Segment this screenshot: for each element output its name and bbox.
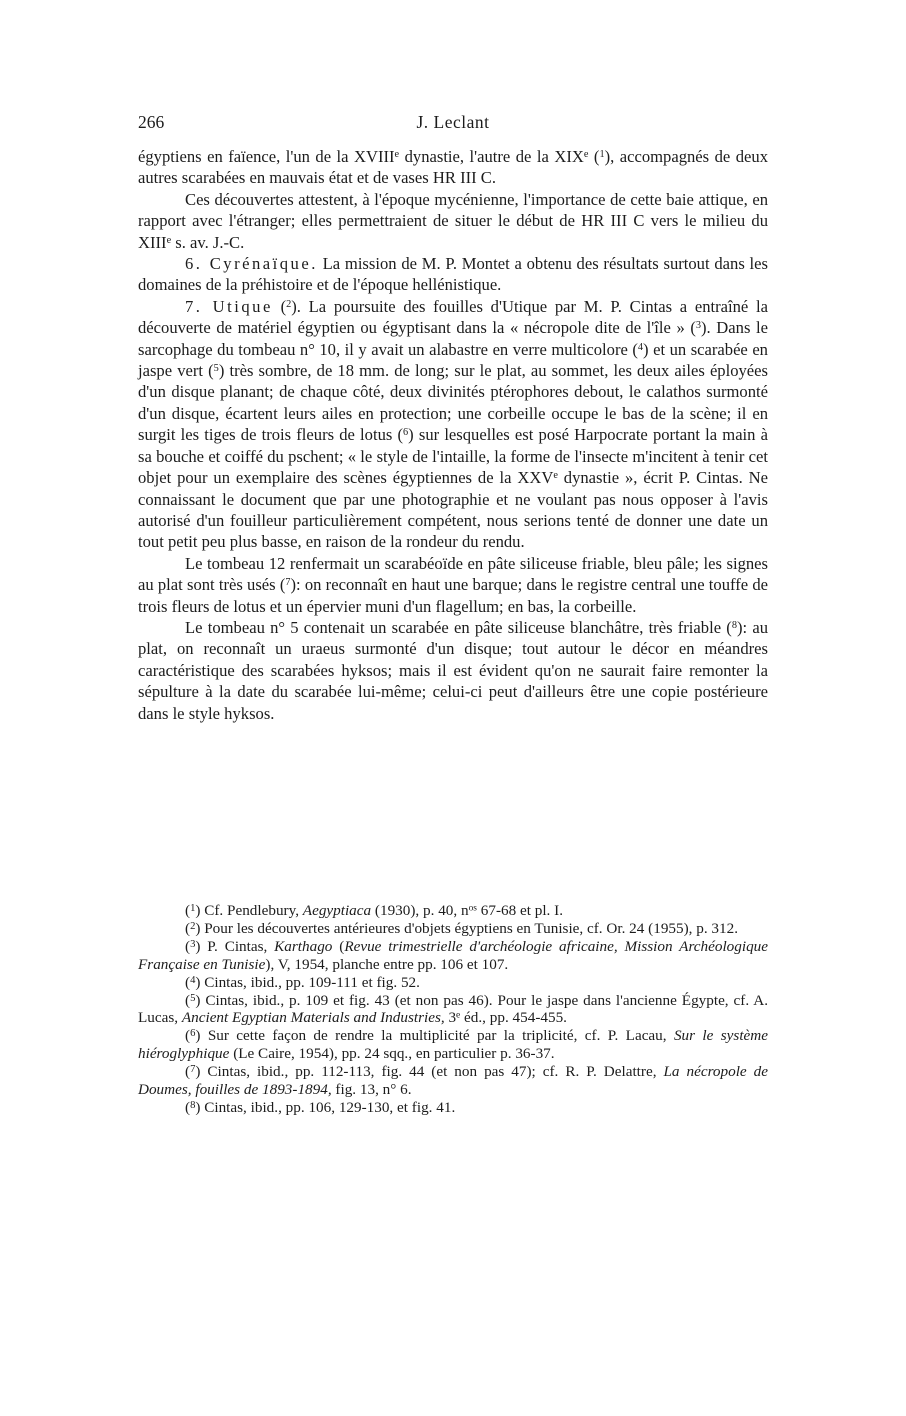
footnote-ref: 4 (637, 341, 644, 353)
footnote-number: 4 (190, 974, 196, 986)
paragraph-2 (138, 189, 768, 253)
paragraph-3 (138, 253, 768, 296)
text: Cintas, ibid., pp. 109-111 et fig. 52. (200, 973, 420, 991)
text: ), V, 1954, planche entre pp. 106 et 107. (265, 955, 509, 973)
text: égyptiens en faïence, l'un de la XVIII (138, 147, 395, 166)
text: s. av. J.-C. (171, 232, 245, 252)
text: Ces découvertes attestent, à l'époque mycénienne, l'importance de cette baie attique, en rapport avec l'étranger; elles permettraient de situer le début de HR III C vers le milieu du XIII (138, 189, 768, 252)
text: Pour les découvertes antérieures d'objets égyptiens en Tunisie, cf. Or. 24 (1955), p. 312. (200, 919, 739, 937)
text: Cf. Pendlebury, (200, 902, 303, 919)
running-head-author: J. Leclant (416, 112, 490, 132)
text: Cintas, ibid., p. 109 et fig. 43 (et non pas 46). Pour le jaspe dans l'ancienne Égypte, cf. A. Lucas, (138, 991, 768, 1027)
footnote-ref: 7 (285, 576, 291, 588)
superscript: e (456, 1010, 461, 1021)
text: dynastie », écrit P. Cintas. Ne connaissant le document que par une photographie et ne voulant pas nous opposer à l'avis autorisé d'un fouilleur particulièrement compétent, nous serions tenté de donner une date un tout petit peu plus basse, en raison de la rondeur du rendu. (138, 468, 768, 552)
footnote-3: ($^3$) P. Cintas, Karthago (Revue trimestrielle d'archéologie africaine, Mission Archéologique Française en Tunisie), V, 1954, planche entre pp. 106 et 107. (138, 937, 769, 973)
superscript: e (583, 148, 589, 160)
text: 3 (444, 1009, 457, 1027)
footnote-ref: 5 (213, 362, 219, 374)
text: 67-68 et pl. I. (476, 902, 563, 919)
text: ( (332, 937, 345, 955)
italic-title: Aegyptiaca (302, 902, 372, 919)
footnotes (138, 902, 768, 1117)
superscript: e (166, 234, 172, 246)
page-number: 266 (138, 112, 165, 132)
text: (1930), p. 40, n (371, 902, 469, 919)
text: dynastie, l'autre de la XIX (399, 147, 584, 166)
text: ). Dans le sarcophage du tombeau n° 10, il y avait un alabastre en verre multicolore ( (138, 318, 768, 359)
footnote-number: 7 (190, 1063, 196, 1075)
text: ), accompagnés de deux autres scarabées en mauvais état et de vases HR III C. (138, 147, 768, 188)
footnote-number: 5 (190, 992, 196, 1004)
paragraph-5 (138, 553, 768, 617)
footnote-1: ($^1$) Cf. Pendlebury, Aegyptiaca (1930), p. 40, $n^{os}$ 67-68 et pl. I. (185, 902, 563, 919)
paragraph-1 (138, 146, 768, 189)
text: ( (272, 296, 287, 316)
text: Cintas, ibid., pp. 106, 129-130, et fig. 41. (200, 1098, 456, 1116)
footnote-number: 6 (190, 1028, 196, 1040)
page-header (138, 112, 768, 138)
footnote-ref: 3 (695, 320, 702, 332)
superscript: e (394, 148, 400, 160)
italic-title: Ancient Egyptian Materials and Industries, (181, 1009, 445, 1027)
section-label-cyrenaique: 6. Cyrénaïque. (185, 254, 318, 274)
body-text (138, 146, 768, 724)
italic-title: La nécropole de Doumes, fouilles de 1893-1894, (138, 1063, 768, 1099)
text: (Le Caire, 1954), pp. 24 sqq., en particulier p. 36-37. (229, 1045, 555, 1063)
footnote-number: 8 (190, 1099, 196, 1111)
text: Le tombeau 12 renfermait un scarabéoïde en pâte siliceuse friable, bleu pâle; les signes au plat sont très usés ( (138, 553, 768, 595)
footnote-8: ($^8$) Cintas, ibid., pp. 106, 129-130, et fig. 41. (185, 1098, 456, 1116)
footnote-ref: 1 (599, 148, 605, 160)
footnote-7: ($^7$) Cintas, ibid., pp. 112-113, fig. 44 (et non pas 47); cf. R. P. Delattre, La nécropole de Doumes, fouilles de 1893-1894, fig. 13, n° 6. (138, 1063, 768, 1099)
footnote-ref: 8 (731, 619, 737, 631)
paragraph-6 (138, 617, 768, 724)
text: ) sur lesquelles est posé Harpocrate portant la main à sa bouche et coiffé du pschent; « le style de l'intaille, la forme de l'insecte m'incitent à tenir cet objet pour un exemplaire des scènes égyptiennes de la XXV (138, 425, 768, 488)
italic-title: Revue trimestrielle d'archéologie africaine, Mission Archéologique Française en Tunisie (138, 937, 769, 973)
text: ( (588, 147, 600, 166)
paragraph-4 (138, 296, 768, 553)
footnote-6: ($^6$) Sur cette façon de rendre la multiplicité par la triplicité, cf. P. Lacau, Sur le système hiéroglyphique (Le Caire, 1954), pp. 24 sqq., en particulier p. 36-37. (138, 1027, 768, 1063)
text: La mission de M. P. Montet a obtenu des résultats surtout dans les domaines de la préhistoire et de l'époque hellénistique. (138, 254, 768, 295)
footnote-number: 1 (190, 902, 196, 914)
text: ): on reconnaît en haut une barque; dans le registre central une touffe de trois fleurs de lotus et un épervier muni d'un flagellum; en bas, la corbeille. (138, 575, 768, 616)
text: fig. 13, n° 6. (331, 1081, 412, 1099)
italic-title: Karthago (274, 937, 333, 955)
text: Cintas, ibid., pp. 112-113, fig. 44 (et non pas 47); cf. R. P. Delattre, (200, 1063, 664, 1081)
text: Le tombeau n° 5 contenait un scarabée en pâte siliceuse blanchâtre, très friable ( (185, 617, 732, 637)
italic-title: Sur le système hiéroglyphique (138, 1027, 768, 1063)
footnote-5: ($^5$) Cintas, ibid., p. 109 et fig. 43 (et non pas 46). Pour le jaspe dans l'ancienne Égypte, cf. A. Lucas, Ancient Egyptian Materials and Industries, 3e éd., pp. 454-455. (138, 991, 768, 1027)
text: P. Cintas, (200, 937, 275, 955)
footnote-ref: 2 (286, 298, 292, 310)
superscript: os (468, 903, 477, 914)
section-label-utique: 7. Utique (185, 296, 273, 316)
footnote-number: 3 (190, 938, 196, 950)
text: ): au plat, on reconnaît un uraeus surmonté d'un disque; tout autour le décor en méandres caractéristique des scarabées hyksos; mais il est évident qu'on ne saurait faire remonter la sépulture à la date du scarabée lui-même; celui-ci peut d'ailleurs être une copie postérieure dans le style hyksos. (138, 617, 768, 723)
text: Sur cette façon de rendre la multiplicité par la triplicité, cf. P. Lacau, (200, 1027, 674, 1045)
text: éd., pp. 454-455. (460, 1009, 567, 1027)
text: ). La poursuite des fouilles d'Utique par M. P. Cintas a entraîné la découverte de matériel égyptien ou égyptisant dans la « nécropole dite de l'île » ( (138, 296, 768, 338)
footnote-ref: 6 (403, 427, 409, 439)
superscript: e (553, 469, 558, 481)
text: ) et un scarabée en jaspe vert ( (138, 339, 768, 381)
footnote-number: 2 (190, 920, 196, 932)
text: ) très sombre, de 18 mm. de long; sur le plat, au sommet, les deux ailes éployées d'un disque planant; de chaque côté, deux divinités ptérophores debout, le calathos surmonté d'un disque, écartent leurs ailes en protection; une corbeille occupe le bas de la scène; il en surgit les tiges de trois fleurs de lotus ( (138, 361, 768, 445)
footnote-4: ($^4$) Cintas, ibid., pp. 109-111 et fig. 52. (185, 973, 420, 991)
footnote-2: ($^2$) Pour les découvertes antérieures d'objets égyptiens en Tunisie, cf. Or. 24 (1955), p. 312. (185, 919, 739, 937)
